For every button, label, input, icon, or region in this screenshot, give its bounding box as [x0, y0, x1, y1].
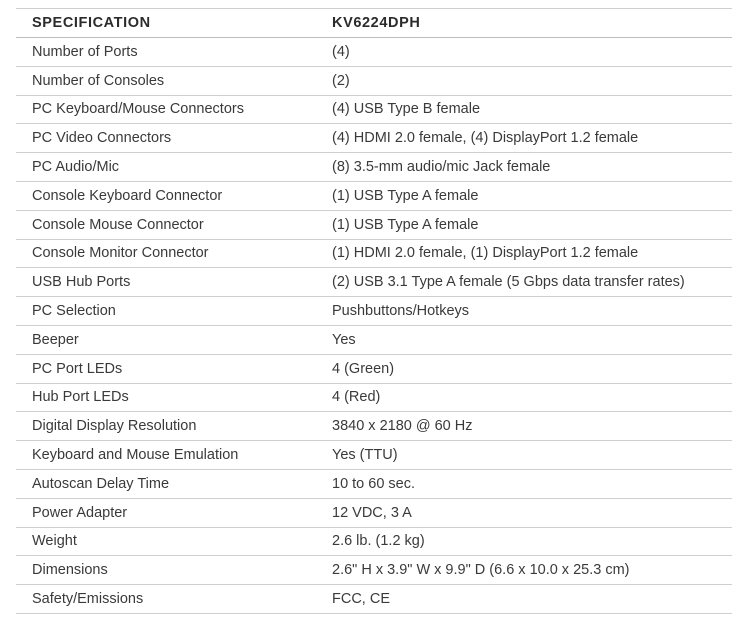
- spec-label: Console Mouse Connector: [16, 210, 316, 239]
- table-row: [16, 66, 732, 95]
- spec-label: Number of Consoles: [16, 66, 316, 95]
- spec-label: Autoscan Delay Time: [16, 469, 316, 498]
- spec-value: 12 VDC, 3 A: [316, 498, 732, 527]
- spec-label: Number of Ports: [16, 38, 316, 67]
- spec-value: 4 (Green): [316, 354, 732, 383]
- spec-value: 10 to 60 sec.: [316, 469, 732, 498]
- spec-label: Dimensions: [16, 556, 316, 585]
- spec-value: (4): [316, 38, 732, 67]
- spec-value: (8) 3.5-mm audio/mic Jack female: [316, 153, 732, 182]
- spec-label: PC Video Connectors: [16, 124, 316, 153]
- spec-value: Yes: [316, 325, 732, 354]
- table-row: [16, 325, 732, 354]
- spec-value: 4 (Red): [316, 383, 732, 412]
- spec-label: USB Hub Ports: [16, 268, 316, 297]
- table-row: [16, 354, 732, 383]
- spec-value: (1) USB Type A female: [316, 181, 732, 210]
- header-specification: SPECIFICATION: [16, 9, 316, 38]
- spec-label: PC Selection: [16, 297, 316, 326]
- spec-value: FCC, CE: [316, 585, 732, 614]
- table-row: [16, 95, 732, 124]
- spec-value: (1) HDMI 2.0 female, (1) DisplayPort 1.2 female: [316, 239, 732, 268]
- spec-label: Safety/Emissions: [16, 585, 316, 614]
- spec-label: Hub Port LEDs: [16, 383, 316, 412]
- spec-label: Console Monitor Connector: [16, 239, 316, 268]
- spec-label: PC Port LEDs: [16, 354, 316, 383]
- table-row: [16, 527, 732, 556]
- specification-table: [16, 8, 732, 614]
- spec-label: Digital Display Resolution: [16, 412, 316, 441]
- spec-value: (2): [316, 66, 732, 95]
- spec-value: Pushbuttons/Hotkeys: [316, 297, 732, 326]
- spec-value: Yes (TTU): [316, 441, 732, 470]
- spec-value: 3840 x 2180 @ 60 Hz: [316, 412, 732, 441]
- table-body: [16, 38, 732, 614]
- table-row: [16, 268, 732, 297]
- table-row: [16, 210, 732, 239]
- spec-label: Weight: [16, 527, 316, 556]
- spec-label: Console Keyboard Connector: [16, 181, 316, 210]
- spec-label: Keyboard and Mouse Emulation: [16, 441, 316, 470]
- spec-value: (2) USB 3.1 Type A female (5 Gbps data transfer rates): [316, 268, 732, 297]
- table-row: [16, 153, 732, 182]
- spec-label: PC Audio/Mic: [16, 153, 316, 182]
- table-row: [16, 297, 732, 326]
- table-row: [16, 441, 732, 470]
- spec-value: 2.6 lb. (1.2 kg): [316, 527, 732, 556]
- table-row: [16, 585, 732, 614]
- spec-label: PC Keyboard/Mouse Connectors: [16, 95, 316, 124]
- spec-label: Beeper: [16, 325, 316, 354]
- table-row: [16, 498, 732, 527]
- table-row: [16, 556, 732, 585]
- table-row: [16, 181, 732, 210]
- table-row: [16, 38, 732, 67]
- table-row: [16, 239, 732, 268]
- table-row: [16, 469, 732, 498]
- table-header-row: [16, 9, 732, 38]
- header-model: KV6224DPH: [316, 9, 732, 38]
- spec-value: (1) USB Type A female: [316, 210, 732, 239]
- spec-label: Power Adapter: [16, 498, 316, 527]
- table-row: [16, 412, 732, 441]
- spec-value: (4) USB Type B female: [316, 95, 732, 124]
- spec-value: 2.6" H x 3.9" W x 9.9" D (6.6 x 10.0 x 25.3 cm): [316, 556, 732, 585]
- spec-value: (4) HDMI 2.0 female, (4) DisplayPort 1.2 female: [316, 124, 732, 153]
- table-row: [16, 124, 732, 153]
- table-row: [16, 383, 732, 412]
